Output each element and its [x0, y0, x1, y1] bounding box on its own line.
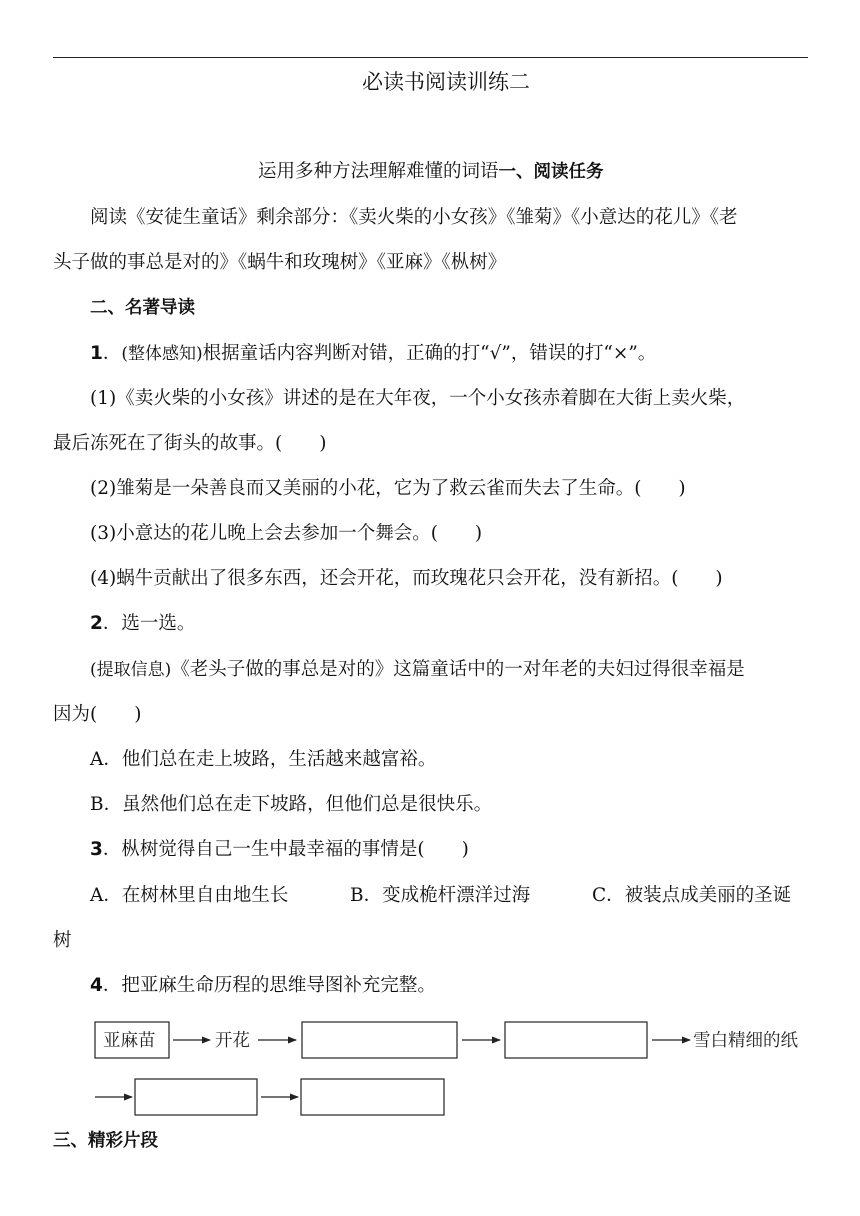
- question-2-tag: (提取信息): [90, 660, 172, 680]
- question-4-number: 4: [90, 975, 103, 996]
- question-2-option-a: A．他们总在走上坡路，生活越来越富裕。: [90, 749, 437, 770]
- q1-item-2: (2)雏菊是一朵善良而又美丽的小花，它为了救云雀而失去了生命。( ): [90, 478, 686, 499]
- question-2-text: 选一选。: [121, 613, 196, 634]
- question-2: 2．选一选。: [90, 613, 196, 634]
- task-line-2: 头子做的事总是对的》《蜗牛和玫瑰树》《亚麻》《枞树》: [53, 252, 507, 273]
- q1-item-1-line-1: (1)《卖火柴的小女孩》讲述的是在大年夜，一个小女孩赤着脚在大街上卖火柴，: [90, 388, 746, 409]
- mindmap-end-label: 雪白精细的纸: [693, 1031, 798, 1051]
- question-3: 3．枞树觉得自己一生中最幸福的事情是( ): [90, 839, 469, 860]
- mindmap-step2-label: 开花: [215, 1031, 250, 1051]
- question-4: 4．把亚麻生命历程的思维导图补充完整。: [90, 975, 436, 996]
- task-line-1: 阅读《安徒生童话》剩余部分：《卖火柴的小女孩》《雏菊》《小意达的花儿》《老: [90, 207, 738, 228]
- mindmap-start-label: 亚麻苗: [103, 1031, 156, 1051]
- question-3-option-c: C．被装点成美丽的圣诞: [592, 885, 792, 906]
- question-2-option-b: B．虽然他们总在走下坡路，但他们总是很快乐。: [90, 794, 493, 815]
- page-title: 必读书阅读训练二: [362, 70, 530, 94]
- mindmap-blank-box-2[interactable]: [505, 1022, 647, 1058]
- section-heading-2: 二、名著导读: [90, 298, 195, 318]
- q1-item-1-line-2: 最后冻死在了街头的故事。( ): [53, 433, 327, 454]
- q1-item-3: (3)小意达的花儿晚上会去参加一个舞会。( ): [90, 523, 483, 544]
- section-heading-3: 三、精彩片段: [53, 1131, 158, 1151]
- section-heading-1: 一、阅读任务: [498, 162, 604, 182]
- question-3-option-b: B．变成桅杆漂洋过海: [350, 885, 531, 906]
- q1-item-4: (4)蜗牛贡献出了很多东西，还会开花，而玫瑰花只会开花，没有新招。( ): [90, 568, 723, 589]
- question-3-option-a: A．在树林里自由地生长: [90, 885, 289, 906]
- question-3-number: 3: [90, 839, 103, 860]
- question-1-tag: (整体感知): [121, 344, 203, 364]
- question-2-number: 2: [90, 613, 103, 634]
- question-1: 1．(整体感知)根据童话内容判断对错，正确的打“√”，错误的打“×”。: [90, 343, 657, 364]
- subtitle-lead: 运用多种方法理解难懂的词语: [258, 161, 499, 182]
- question-3-text: 枞树觉得自己一生中最幸福的事情是( ): [121, 839, 469, 860]
- mindmap-blank-box-4[interactable]: [301, 1079, 444, 1115]
- question-1-number: 1: [90, 343, 103, 364]
- question-2-stem: 《老头子做的事总是对的》这篇童话中的一对年老的夫妇过得很幸福是: [171, 659, 745, 680]
- question-2-stem-line-2: 因为( ): [53, 704, 142, 725]
- question-1-text: 根据童话内容判断对错，正确的打“√”，错误的打“×”。: [202, 343, 657, 364]
- mindmap-blank-box-1[interactable]: [302, 1022, 457, 1058]
- mindmap-blank-box-3[interactable]: [135, 1079, 257, 1115]
- question-4-text: 把亚麻生命历程的思维导图补充完整。: [121, 975, 436, 996]
- question-3-option-c-wrap: 树: [53, 930, 72, 951]
